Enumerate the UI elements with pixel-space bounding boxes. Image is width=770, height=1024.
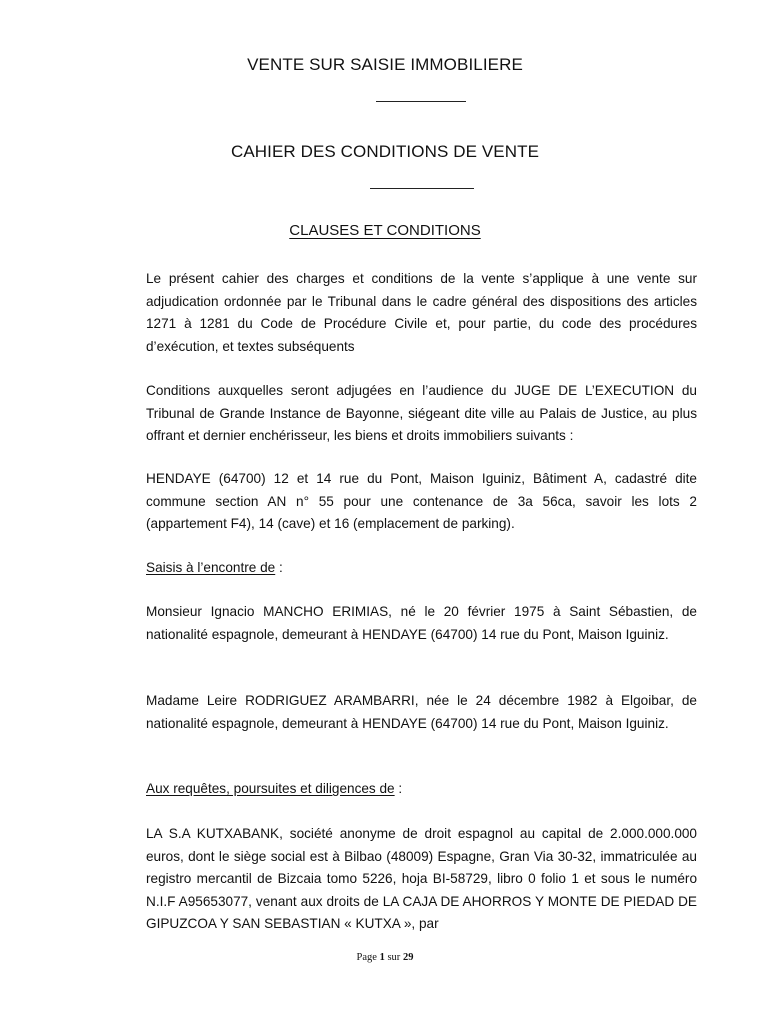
requetes-label: Aux requêtes, poursuites et diligences de (146, 781, 395, 796)
title-underline-rule (376, 101, 466, 102)
main-title: VENTE SUR SAISIE IMMOBILIERE (247, 55, 523, 74)
page-current: 1 (379, 952, 385, 963)
paragraph-property: HENDAYE (64700) 12 et 14 rue du Pont, Maison Iguiniz, Bâtiment A, cadastré dite commune section AN n° 55 pour une contenance de 3a 56ca, savoir les lots 2 (appartement F4), 14 (cave) et 16 (emplacement de parking). (146, 471, 697, 531)
paragraph-intro: Le présent cahier des charges et conditions de la vente s’applique à une vente sur adjudication ordonnée par le Tribunal dans le cadre général des dispositions des articles 1271 à 1281 du Code de Procédure Civile et, pour partie, du code des procédures d’exécution, et textes subséquents (146, 271, 697, 354)
requetes-heading: Aux requêtes, poursuites et diligences de : (146, 781, 403, 796)
saisis-label: Saisis à l’encontre de (146, 560, 276, 575)
subtitle: CAHIER DES CONDITIONS DE VENTE (230, 142, 540, 161)
paragraph-conditions: Conditions auxquelles seront adjugées en l’audience du JUGE DE L’EXECUTION du Tribunal de Grande Instance de Bayonne, siégeant dite ville au Palais de Justice, au plus offrant et dernier enchérisseur, les biens et droits immobiliers suivants : (146, 383, 697, 443)
paragraph-debtor-2: Madame Leire RODRIGUEZ ARAMBARRI, née le 24 décembre 1982 à Elgoibar, de nationalité espagnole, demeurant à HENDAYE (64700) 14 rue du Pont, Maison Iguiniz. (146, 693, 697, 731)
paragraph-debtor-1: Monsieur Ignacio MANCHO ERIMIAS, né le 20 février 1975 à Saint Sébastien, de nationalité espagnole, demeurant à HENDAYE (64700) 14 rue du Pont, Maison Iguiniz. (146, 604, 697, 642)
saisis-heading: Saisis à l’encontre de : (146, 560, 283, 575)
page-total: 29 (402, 952, 414, 963)
section-heading: CLAUSES ET CONDITIONS (289, 222, 481, 239)
page-footer: Page 1 sur 29 (356, 952, 414, 963)
paragraph-creditor: LA S.A KUTXABANK, société anonyme de droit espagnol au capital de 2.000.000.000 euros, dont le siège social est à Bilbao (48009) Espagne, Gran Via 30-32, immatriculée au registro mercantil de Bizcaia tomo 5226, hoja BI-58729, libro 0 folio 1 et sous le numéro N.I.F A95653077, venant aux droits de LA CAJA DE AHORROS Y MONTE DE PIEDAD DE GIPUZCOA Y SAN SEBASTIAN « KUTXA », par (146, 826, 697, 931)
subtitle-underline-rule (370, 188, 474, 189)
